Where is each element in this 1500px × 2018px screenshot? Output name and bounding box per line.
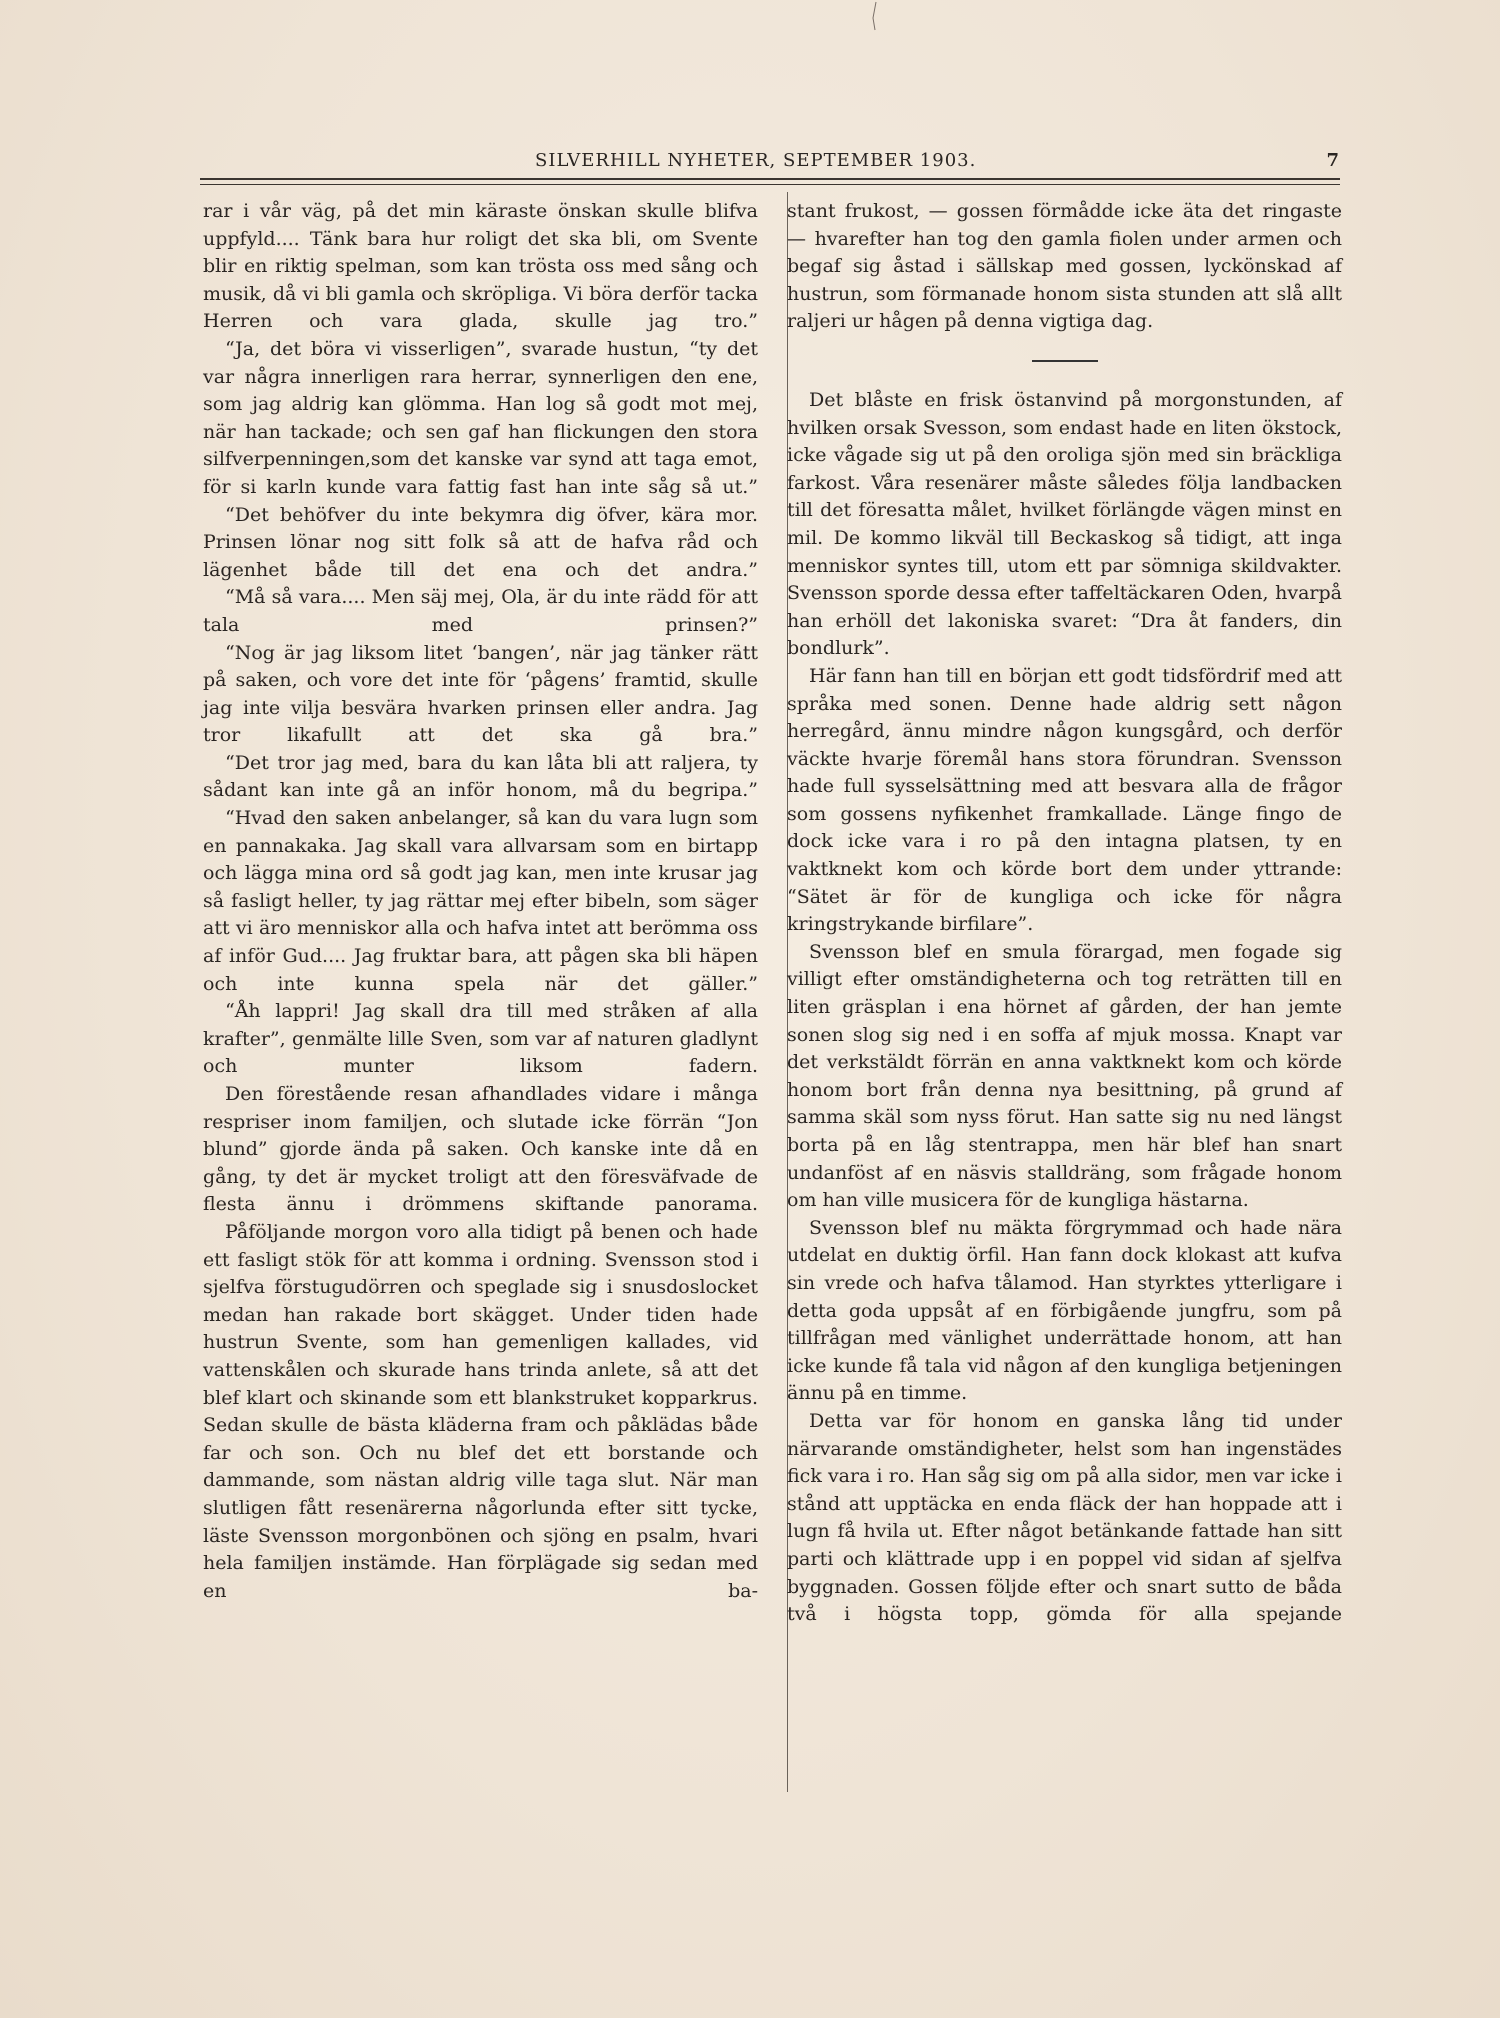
paragraph: Här fann han till en början ett godt tidsfördrif med att språka med sonen. Denne hade aldrig sett någon herregård, ännu mindre någon kungsgård, och derför väckte hvarje föremål hans stora förundran. Svensson hade full sysselsättning med att besvara alla de frågor som gossens nyfikenhet framkallade. Länge fingo de dock icke vara i ro på den intagna platsen, ty en vaktknekt kom och körde bort dem under yttrande: “Sätet är för de kungliga och icke för några kringstrykande birfilare”. [787,664,1342,936]
right-column [787,198,1342,1629]
paragraph: “Åh lappri! Jag skall dra till med stråken af alla krafter”, genmälte lille Sven, som var af naturen gladlynt och munter liksom fadern. [203,1000,758,1078]
fold-mark-icon [870,0,878,40]
paragraph: “Ja, det böra vi visserligen”, svarade hustun, “ty det var några innerligen rara herrar, synnerligen den ene, som jag aldrig kan glömma. Han log så godt mot mej, när han tackade; och sen gaf han flickungen den stora silfverpenningen,som det kanske var synd att taga emot, för si karln kunde vara fattig fast han inte såg så ut.” [203,337,758,498]
paragraph: Den förestående resan afhandlades vidare i många respriser inom familjen, och slutade icke förrän “Jon blund” gjorde ända på saken. Och kanske inte då en gång, ty det är mycket troligt att den föresväfvade de flesta ännu i drömmens skiftande panorama. [203,1083,758,1216]
header-rule-thin [200,184,1340,185]
paragraph: “Må så vara.... Men säj mej, Ola, är du inte rädd för att tala med prinsen?” [203,586,758,636]
paragraph: Svensson blef en smula förargad, men fogade sig villigt efter omständigheterna och tog reträtten till en liten gräsplan i ena hörnet af gården, der han jemte sonen slog sig ned i en soffa af mjuk mossa. Knapt var det verkstäldt förrän en anna vaktknekt kom och körde honom bort från denna nya besittning, på grund af samma skäl som nyss förut. Han satte sig nu ned längst borta på en låg stentrappa, men här blef han snart undanföst af en näsvis stalldräng, som frågade honom om han ville musicera för de kungliga hästarna. [787,940,1342,1212]
paragraph: rar i vår väg, på det min käraste önskan skulle blifva uppfyld.... Tänk bara hur roligt det ska bli, om Svente blir en riktig spelman, som kan trösta oss med sång och musik, då vi bli gamla och skröpliga. Vi böra derför tacka Herren och vara glada, skulle jag tro.” [203,200,758,333]
paragraph: “Hvad den saken anbelanger, så kan du vara lugn som en pannakaka. Jag skall vara allvarsam som en birtapp och lägga mina ord så godt jag kan, men inte krusar jag så fasligt heller, ty jag rättar mej efter bibeln, som säger att vi äro menniskor alla och hafva intet att berömma oss af inför Gud.... Jag fruktar bara, att pågen ska bli häpen och inte kunna spela när det gäller.” [203,807,758,995]
header-rule [200,178,1340,180]
paragraph: stant frukost, — gossen förmådde icke äta det ringaste — hvarefter han tog den gamla fiolen under armen och begaf sig åstad i sällskap med gossen, lyckönskad af hustrun, som förmanade honom sista stunden att slå allt raljeri ur hågen på denna vigtiga dag. [787,200,1342,333]
newspaper-title: SILVERHILL NYHETER, SEPTEMBER 1903. [535,150,977,171]
paragraph: Det blåste en frisk östanvind på morgonstunden, af hvilken orsak Svesson, som endast hade en liten ökstock, icke vågade sig ut på den oroliga sjön med sin bräckliga farkost. Våra resenärer måste således följa landbacken till det föresatta målet, hvilket förlängde vägen minst en mil. De kommo likväl till Beckaskog så tidigt, att inga menniskor syntes till, utom ett par sömniga skildvakter. Svensson sporde dessa efter taffeltäckaren Oden, hvarpå han erhöll det lakoniska svaret: “Dra åt fanders, din bondlurk”. [787,388,1342,660]
paragraph: Detta var för honom en ganska lång tid under närvarande omständigheter, helst som han ingenstädes fick vara i ro. Han såg sig om på alla sidor, men var icke i stånd att upptäcka en enda fläck der han hoppade att i lugn få hvila ut. Efter något betänkande fattade han sitt parti och klättrade upp i en poppel vid sidan af sjelfva byggnaden. Gossen följde efter och snart sutto de båda två i högsta topp, gömda för alla spejande [787,1409,1342,1626]
paragraph: Påföljande morgon voro alla tidigt på benen och hade ett fasligt stök för att komma i ordning. Svensson stod i sjelfva förstugudörren och speglade sig i snusdoslocket medan han rakade bort skägget. Under tiden hade hustrun Svente, som han gemenligen kallades, vid vattenskålen och skurade hans trinda anlete, så att det blef klart och skinande som ett blankstruket kopparkrus. Sedan skulle de bästa kläderna fram och påklädas både far och son. Och nu blef det ett borstande och dammande, som nästan aldrig ville taga slut. När man slutligen fått resenärerna någorlunda efter sitt tycke, läste Svensson morgonbönen och sjöng en psalm, hvari hela familjen instämde. Han förplägade sig sedan med en ba- [203,1220,758,1602]
left-column [203,198,758,1605]
paragraph: Svensson blef nu mäkta förgrymmad och hade nära utdelat en duktig örfil. Han fann dock klokast att kufva sin vrede och hafva tålamod. Han styrktes ytterligare i detta goda uppsåt af en förbigående jungfru, som på tillfrågan med vänlighet underrättade honom, att han icke kunde få tala vid någon af den kungliga betjeningen ännu på en timme. [787,1216,1342,1405]
page-number: 7 [1326,150,1340,171]
paragraph: “Nog är jag liksom litet ‘bangen’, när jag tänker rätt på saken, och vore det inte för ‘pågens’ framtid, skulle jag inte vilja besvära hvarken prinsen eller andra. Jag tror likafullt att det ska gå bra.” [203,641,758,747]
paragraph: “Det tror jag med, bara du kan låta bli att raljera, ty sådant kan inte gå an inför honom, må du begripa.” [203,751,758,802]
paragraph: “Det behöfver du inte bekymra dig öfver, kära mor. Prinsen lönar nog sitt folk så att de hafva råd och lägenhet både till det ena och det andra.” [203,503,758,581]
section-separator [1032,360,1098,362]
